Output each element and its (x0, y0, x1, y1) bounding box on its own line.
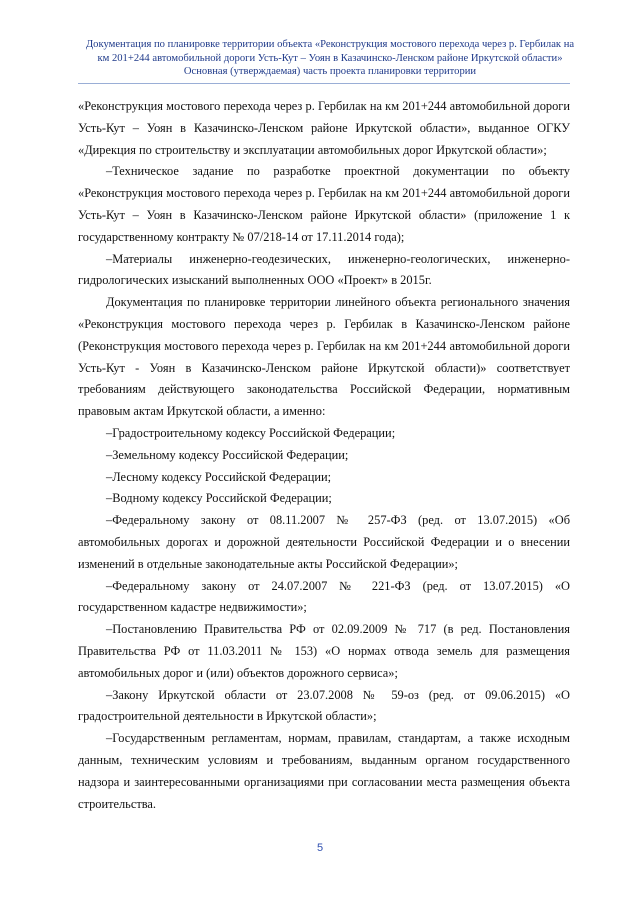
list-item-law-59-oz: –Закону Иркутской области от 23.07.2008 № 59-оз (ред. от 09.06.2015) «О градостроительной деятельности в Иркутской области»; (78, 687, 570, 724)
list-item-forest-code: –Лесному кодексу Российской Федерации; (106, 469, 332, 484)
list-item-water-code: –Водному кодексу Российской Федерации; (106, 491, 332, 506)
header-line-2: км 201+244 автомобильной дороги Усть-Кут – Уоян в Казачинско-Ленском районе Иркутской области» (97, 52, 563, 64)
page-number: 5 (316, 842, 324, 854)
list-item-resolution-717: –Постановлению Правительства РФ от 02.09.2009 № 717 (в ред. Постановления Правительства РФ от 11.03.2011 № 153) «О нормах отвода земель для размещения автомобильных дорог и (или) объектов дорожного сервиса»; (78, 622, 570, 680)
list-item-law-221: –Федеральному закону от 24.07.2007 № 221-ФЗ (ред. от 13.07.2015) «О государственном кадастре недвижимости»; (78, 578, 570, 615)
list-item-technical-task: –Техническое задание по разработке проектной документации по объекту «Реконструкция мостового перехода через р. Гербилак на км 201+244 автомобильной дороги Усть-Кут – Уоян в Казачинско-Ленском районе Иркутской области» (приложение 1 к государственному контракту № 07/218-14 от 17.11.2014 года); (78, 164, 570, 244)
header-line-1: Документация по планировке территории объекта «Реконструкция мостового перехода через р. Гербилак на (85, 39, 575, 50)
paragraph-compliance: Документация по планировке территории линейного объекта регионального значения «Реконструкция мостового перехода через р. Гербилак в Казачинско-Ленском районе (Реконструкция мостового перехода через р. Гербилак на км 201+244 автомобильной дороги Усть-Кут - Уоян в Казачинско-Ленском районе Иркутской области)» соответствует требованиям действующего законодательства Российской Федерации, нормативным правовым актам Иркутской области, а именно: (78, 295, 570, 419)
running-header (60, 38, 600, 79)
list-item-land-code: –Земельному кодексу Российской Федерации; (106, 447, 349, 462)
list-item-state-regulations: –Государственным регламентам, нормам, правилам, стандартам, а также исходным данным, техническим условиям и требованиям, выданным органом государственного надзора и заинтересованными организациями при согласовании места размещения объекта строительства. (78, 731, 570, 811)
document-body (78, 96, 570, 815)
list-item-urban-code: –Градостроительному кодексу Российской Федерации; (106, 425, 396, 440)
paragraph-continuation: «Реконструкция мостового перехода через р. Гербилак на км 201+244 автомобильной дороги Усть-Кут – Уоян в Казачинско-Ленском районе Иркутской области», выданное ОГКУ «Дирекция по строительству и эксплуатации автомобильных дорог Иркутской области»; (78, 99, 570, 157)
list-item-law-257: –Федеральному закону от 08.11.2007 № 257-ФЗ (ред. от 13.07.2015) «Об автомобильных дорогах и дорожной деятельности Российской Федерации и о внесении изменений в отдельные законодательные акты Российской Федерации»; (78, 513, 570, 571)
header-divider (78, 83, 570, 84)
list-item-survey-materials: –Материалы инженерно-геодезических, инженерно-геологических, инженерно-гидрологических изысканий выполненных ООО «Проект» в 2015г. (78, 251, 570, 288)
header-line-3: Основная (утверждаемая) часть проекта планировки территории (183, 66, 477, 77)
